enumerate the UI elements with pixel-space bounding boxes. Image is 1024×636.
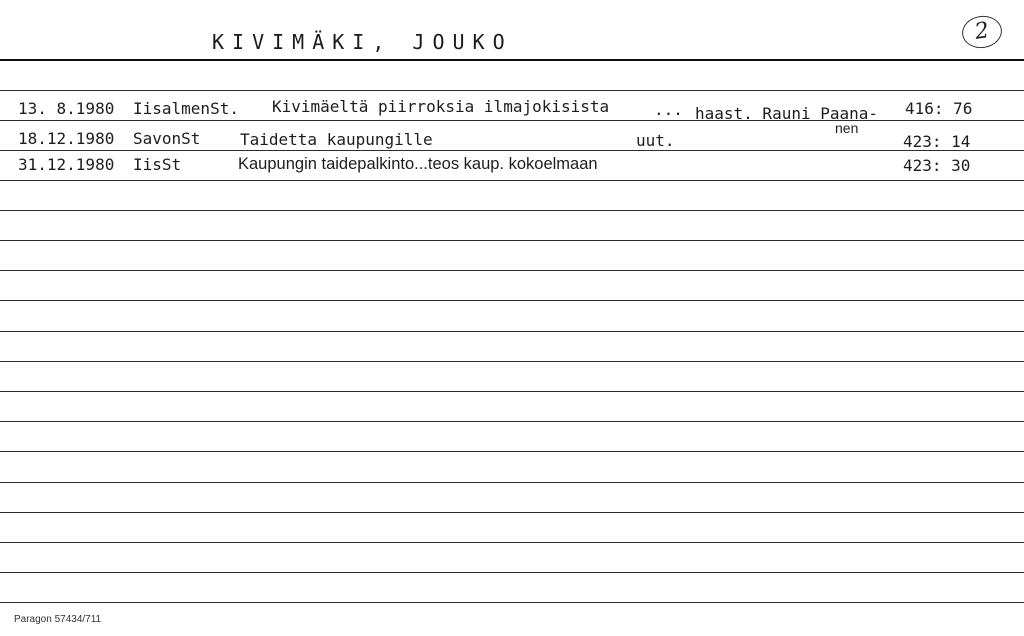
ruled-line [0, 542, 1024, 543]
ruled-line [0, 240, 1024, 241]
ruled-line [0, 602, 1024, 603]
ruled-line [0, 572, 1024, 573]
entry-reference: 423: 14 [903, 132, 971, 151]
ruled-line [0, 331, 1024, 332]
entry-reference: 423: 30 [903, 156, 971, 175]
ruled-line [0, 512, 1024, 513]
ruled-line [0, 361, 1024, 362]
ruled-line [0, 150, 1024, 151]
entry-title: Kivimäeltä piirroksia ilmajokisista [272, 97, 610, 116]
ruled-line [0, 180, 1024, 181]
entry-source: IisalmenSt. [133, 99, 239, 118]
entry-note: haast. Rauni Paana- [695, 104, 879, 123]
ruled-line [0, 421, 1024, 422]
entry-source: IisSt [133, 155, 182, 174]
entry-date: 13. 8.1980 [18, 99, 115, 118]
header-rule [0, 59, 1024, 61]
ruled-line [0, 210, 1024, 211]
entry-source: SavonSt [133, 129, 201, 148]
entry-title: Taidetta kaupungille [240, 130, 433, 149]
entry-note: uut. [636, 131, 675, 150]
ruled-line [0, 451, 1024, 452]
card-number-circled: 2 [960, 13, 1004, 50]
ruled-line [0, 90, 1024, 91]
entry-reference: 416: 76 [905, 99, 973, 118]
ruled-line [0, 270, 1024, 271]
print-mark: Paragon 57434/711 [14, 614, 102, 625]
entry-ellipsis: ... [654, 100, 683, 119]
ruled-line [0, 300, 1024, 301]
ruled-line [0, 391, 1024, 392]
entry-date: 31.12.1980 [18, 155, 115, 174]
card-heading-name: KIVIMÄKI, JOUKO [212, 30, 513, 54]
ruled-line [0, 482, 1024, 483]
entry-title: Kaupungin taidepalkinto...teos kaup. kokoelmaan [238, 155, 598, 173]
entry-date: 18.12.1980 [18, 129, 115, 148]
entry-note-continued: nen [835, 120, 859, 136]
